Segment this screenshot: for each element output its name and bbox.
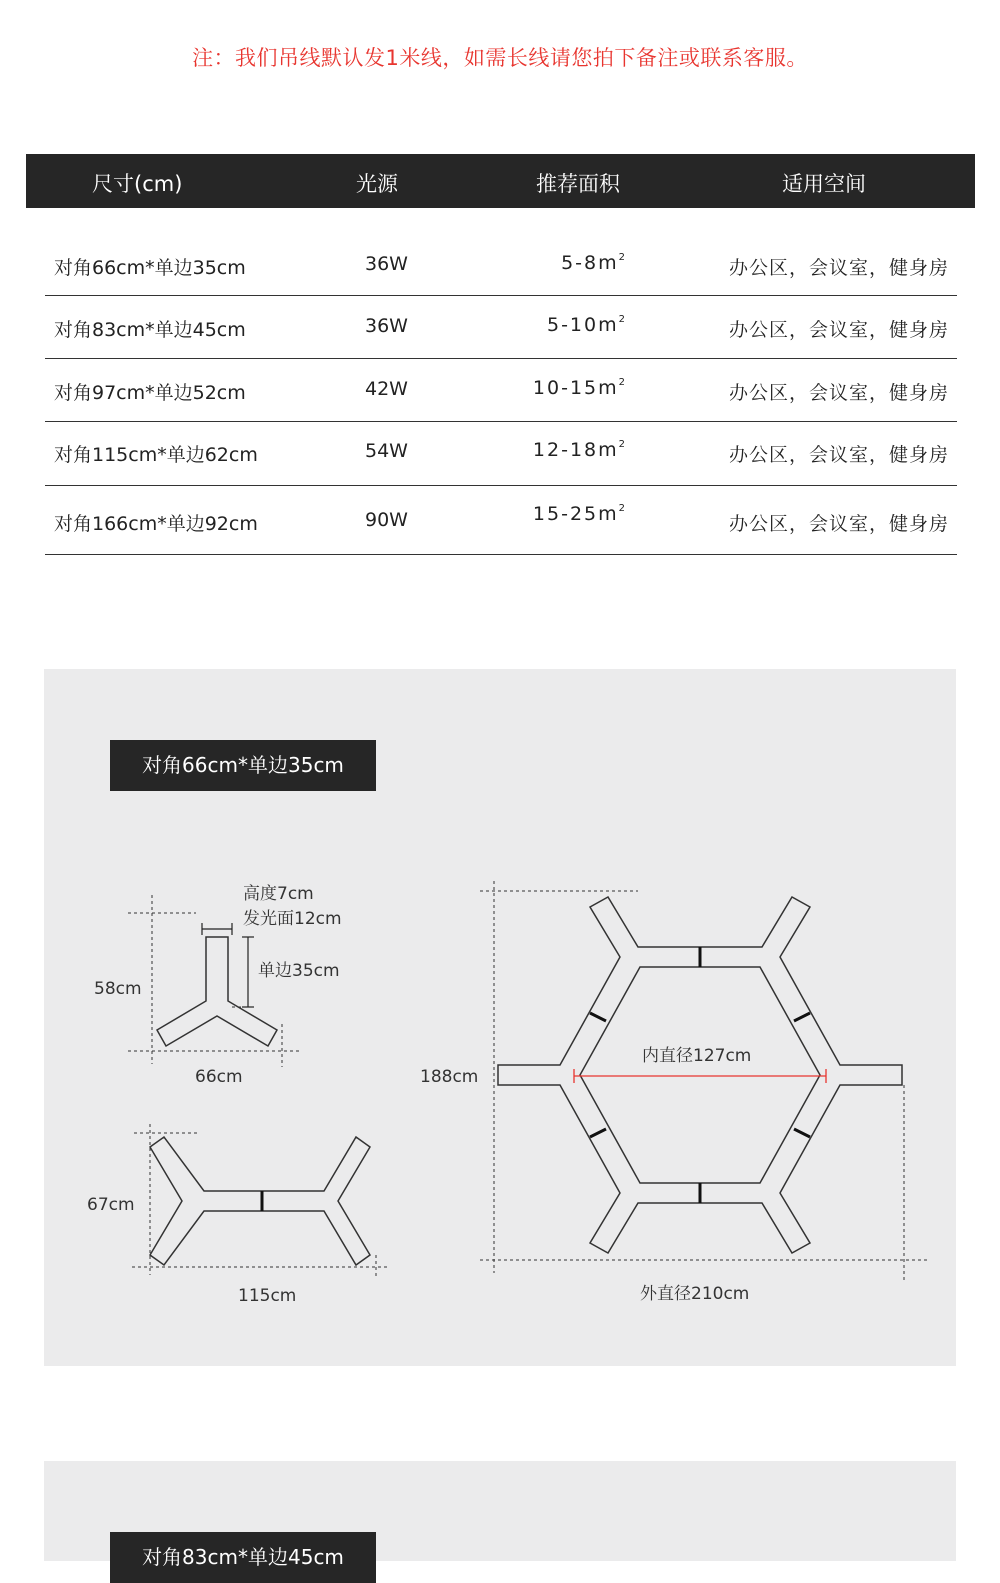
row-area [533, 377, 625, 399]
row-source: 90W [365, 509, 408, 531]
row-space: 办公区，会议室，健身房 [728, 513, 949, 535]
panel-title-next: 对角83cm*单边45cm [110, 1532, 376, 1583]
row-area-value: 5-10m [546, 314, 619, 336]
row-size: 对角166cm*单边92cm [54, 513, 258, 535]
row-size: 对角97cm*单边52cm [54, 382, 246, 404]
row-area-value: 5-8m [561, 252, 619, 274]
joint-marker [794, 1129, 810, 1137]
label-hexagon-height: 188cm [420, 1067, 479, 1087]
spec-table-header [26, 154, 975, 208]
row-space: 办公区，会议室，健身房 [728, 319, 949, 341]
row-space: 办公区，会议室，健身房 [728, 444, 949, 466]
label-double-width: 115cm [238, 1286, 297, 1306]
label-face: 发光面12cm [243, 909, 342, 929]
dimension-panel-next [44, 1461, 956, 1569]
label-single-width: 66cm [195, 1067, 243, 1087]
row-area-sup: 2 [618, 439, 625, 450]
row-area-sup: 2 [618, 314, 625, 325]
row-area-sup: 2 [618, 377, 625, 388]
header-area: 推荐面积 [536, 172, 620, 196]
row-area-sup: 2 [618, 503, 625, 514]
row-area [533, 439, 625, 461]
label-total-height: 58cm [94, 979, 142, 999]
joint-marker [590, 1013, 606, 1021]
row-area-value: 12-18m [532, 439, 619, 461]
panel-title: 对角66cm*单边35cm [110, 740, 376, 791]
label-side: 单边35cm [258, 961, 340, 981]
y-connector-shape [157, 937, 277, 1046]
row-space: 办公区，会议室，健身房 [728, 382, 949, 404]
double-y-connector-shape [150, 1137, 370, 1265]
row-source: 42W [365, 378, 408, 400]
row-area-sup: 2 [618, 252, 625, 263]
table-row [45, 486, 957, 555]
label-inner-diameter: 内直径127cm [642, 1046, 752, 1066]
header-source: 光源 [356, 172, 398, 196]
header-space: 适用空间 [782, 172, 866, 196]
header-size: 尺寸(cm) [92, 172, 183, 196]
row-size: 对角115cm*单边62cm [54, 444, 258, 466]
dimension-panel [44, 669, 956, 1366]
row-space: 办公区，会议室，健身房 [728, 257, 949, 279]
row-area [547, 314, 625, 336]
hexagon-inner-path [580, 967, 820, 1183]
label-double-height: 67cm [87, 1195, 135, 1215]
table-row [45, 359, 957, 422]
row-area [533, 503, 625, 525]
row-source: 36W [365, 315, 408, 337]
row-source: 36W [365, 253, 408, 275]
row-size: 对角66cm*单边35cm [54, 257, 246, 279]
label-height: 高度7cm [243, 884, 314, 904]
row-size: 对角83cm*单边45cm [54, 319, 246, 341]
label-outer-diameter: 外直径210cm [640, 1284, 750, 1304]
table-row [45, 233, 957, 296]
row-area [561, 252, 625, 274]
joint-marker [794, 1013, 810, 1021]
dimension-diagram [44, 669, 956, 1366]
row-area-value: 15-25m [532, 503, 619, 525]
joint-marker [590, 1129, 606, 1137]
table-row [45, 296, 957, 359]
notice-text: 注：我们吊线默认发1米线，如需长线请您拍下备注或联系客服。 [192, 46, 808, 70]
row-area-value: 10-15m [532, 377, 619, 399]
row-source: 54W [365, 440, 408, 462]
table-row [45, 422, 957, 486]
